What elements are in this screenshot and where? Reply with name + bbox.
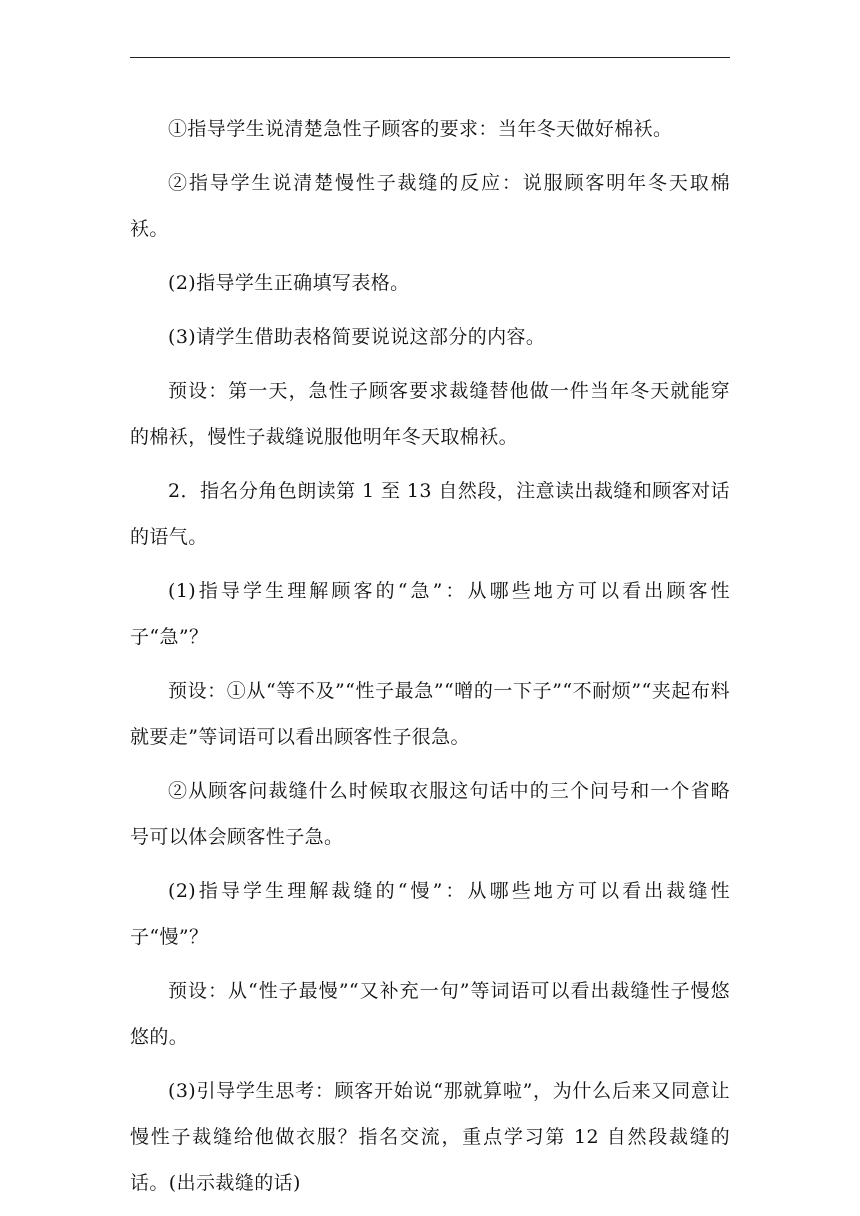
paragraph: 预设：①从“等不及”“性子最急”“噌的一下子”“不耐烦”“夹起布料就要走”等词语可以看出顾客性子很急。 xyxy=(130,680,730,748)
paragraph: 预设：从“性子最慢”“又补充一句”等词语可以看出裁缝性子慢悠悠的。 xyxy=(130,980,730,1048)
paragraph: (3)引导学生思考：顾客开始说“那就算啦”，为什么后来又同意让慢性子裁缝给他做衣服？指名交流，重点学习第 12 自然段裁缝的话。(出示裁缝的话) xyxy=(130,1080,730,1194)
header-rule xyxy=(130,57,730,58)
paragraph: (2)指导学生理解裁缝的“慢”：从哪些地方可以看出裁缝性子“慢”？ xyxy=(130,880,730,948)
paragraph: ②指导学生说清楚慢性子裁缝的反应：说服顾客明年冬天取棉袄。 xyxy=(130,172,730,240)
paragraph: (2)指导学生正确填写表格。 xyxy=(168,272,410,294)
paragraph: (1)指导学生理解顾客的“急”：从哪些地方可以看出顾客性子“急”？ xyxy=(130,580,730,648)
paragraph: (3)请学生借助表格简要说说这部分的内容。 xyxy=(168,326,546,348)
paragraph: ②从顾客问裁缝什么时候取衣服这句话中的三个问号和一个省略号可以体会顾客性子急。 xyxy=(130,780,730,848)
document-body xyxy=(130,106,730,1214)
paragraph: 2．指名分角色朗读第 1 至 13 自然段，注意读出裁缝和顾客对话的语气。 xyxy=(130,480,730,548)
paragraph: ①指导学生说清楚急性子顾客的要求：当年冬天做好棉袄。 xyxy=(168,118,673,140)
paragraph: 预设：第一天，急性子顾客要求裁缝替他做一件当年冬天就能穿的棉袄，慢性子裁缝说服他明年冬天取棉袄。 xyxy=(130,380,730,448)
